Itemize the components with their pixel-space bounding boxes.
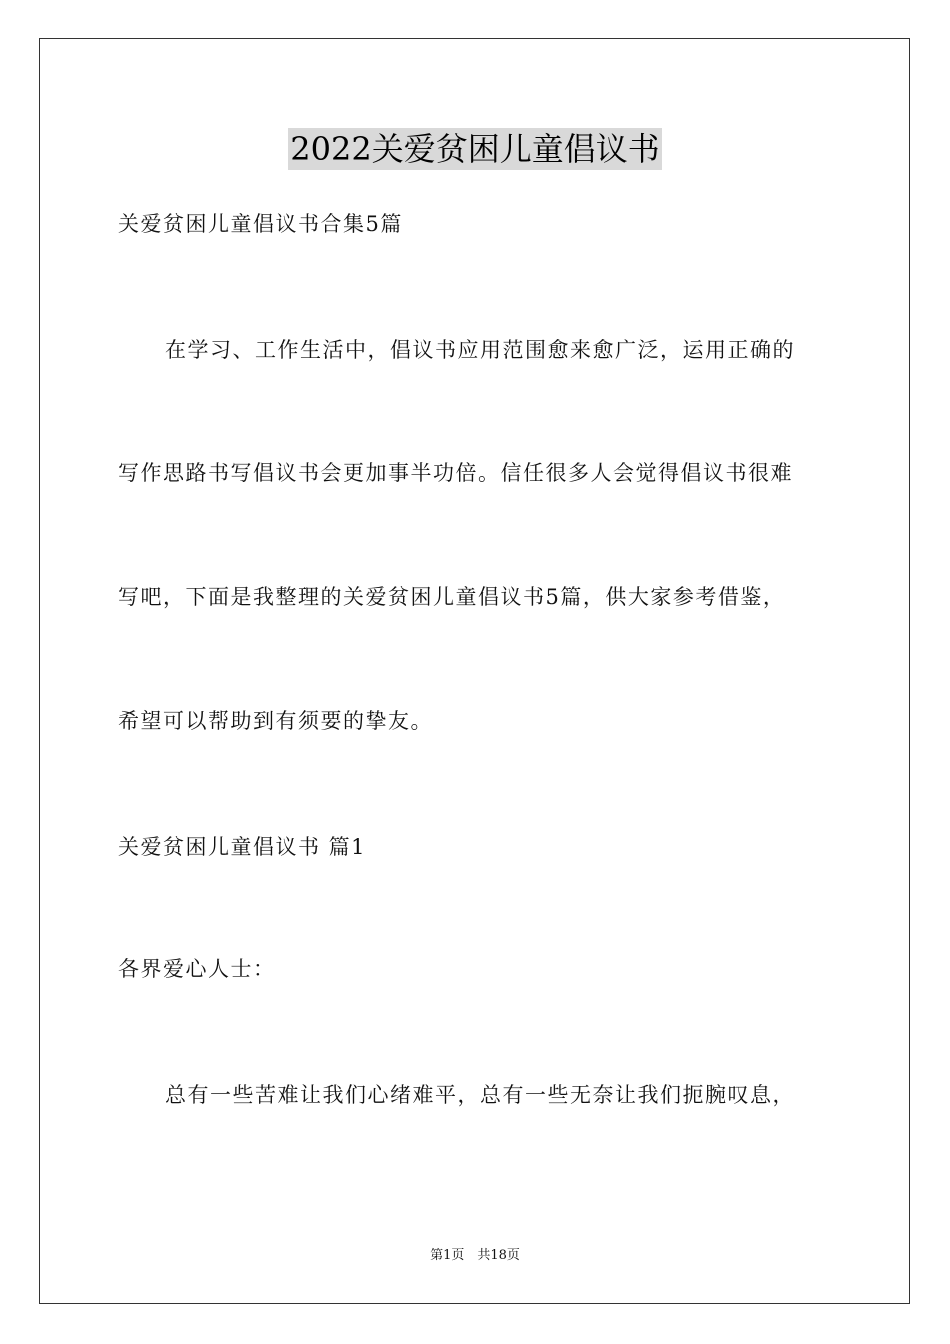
paragraph-line: 希望可以帮助到有须要的挚友。	[118, 709, 433, 733]
paragraph-line: 在学习、工作生活中，倡议书应用范围愈来愈广泛，运用正确的	[165, 338, 795, 362]
subtitle-line: 关爱贫困儿童倡议书合集5篇	[118, 212, 403, 236]
page-footer: 第1页 共18页	[430, 1248, 520, 1263]
document-title: 2022关爱贫困儿童倡议书	[290, 130, 660, 168]
paragraph-line: 总有一些苦难让我们心绪难平，总有一些无奈让我们扼腕叹息，	[165, 1083, 795, 1107]
section-heading: 关爱贫困儿童倡议书 篇1	[118, 835, 367, 859]
paragraph-line: 写吧，下面是我整理的关爱贫困儿童倡议书5篇，供大家参考借鉴，	[118, 585, 786, 609]
paragraph-line: 写作思路书写倡议书会更加事半功倍。信任很多人会觉得倡议书很难	[118, 461, 793, 485]
title-container	[0, 128, 950, 170]
salutation-line: 各界爱心人士：	[118, 957, 276, 981]
